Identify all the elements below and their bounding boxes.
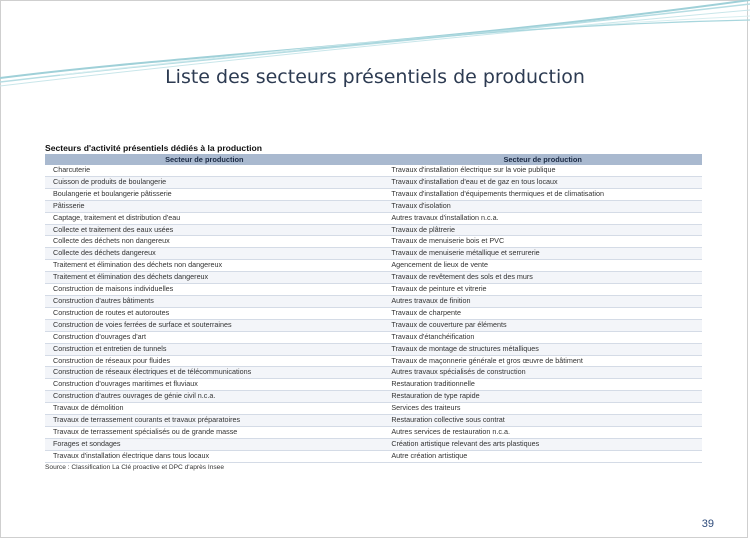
table-row [45,450,702,462]
table-cell-left: Construction et entretien de tunnels [45,343,364,355]
table-cell-right: Travaux de couverture par éléments [383,319,702,331]
table-cell-left: Construction de voies ferrées de surface et souterraines [45,319,364,331]
table-cell-gap [364,426,384,438]
column-gap [364,154,384,165]
table-cell-left: Travaux d'installation électrique dans tous locaux [45,450,364,462]
table-row [45,355,702,367]
table-row [45,415,702,427]
table-cell-left: Traitement et élimination des déchets non dangereux [45,260,364,272]
table-row [45,319,702,331]
table-cell-right: Travaux d'isolation [383,200,702,212]
table-cell-left: Traitement et élimination des déchets dangereux [45,272,364,284]
table-cell-gap [364,343,384,355]
table-cell-right: Restauration traditionnelle [383,379,702,391]
table-cell-gap [364,319,384,331]
table-cell-right: Travaux de peinture et vitrerie [383,284,702,296]
table-cell-right: Travaux d'installation d'équipements thermiques et de climatisation [383,188,702,200]
table-cell-gap [364,391,384,403]
table-cell-gap [364,307,384,319]
table-cell-right: Travaux d'étanchéification [383,331,702,343]
table-cell-gap [364,415,384,427]
table-cell-gap [364,236,384,248]
table-cell-left: Construction de réseaux pour fluides [45,355,364,367]
table-cell-left: Pâtisserie [45,200,364,212]
table-cell-left: Travaux de terrassement courants et travaux préparatoires [45,415,364,427]
table-cell-right: Autre création artistique [383,450,702,462]
table-cell-right: Travaux de plâtrerie [383,224,702,236]
table-cell-left: Construction de routes et autoroutes [45,307,364,319]
table-cell-left: Charcuterie [45,165,364,176]
table-heading: Secteurs d'activité présentiels dédiés à la production [45,143,262,153]
table-cell-gap [364,165,384,176]
sector-table-container [45,143,702,473]
table-cell-right: Agencement de lieux de vente [383,260,702,272]
column-header-right: Secteur de production [383,154,702,165]
table-cell-right: Autres travaux spécialisés de construction [383,367,702,379]
table-header-row [45,154,702,165]
table-cell-left: Collecte des déchets dangereux [45,248,364,260]
page-number: 39 [701,518,714,530]
table-body [45,165,702,462]
table-cell-left: Cuisson de produits de boulangerie [45,176,364,188]
table-cell-left: Forages et sondages [45,438,364,450]
table-row [45,248,702,260]
table-cell-gap [364,403,384,415]
table-row [45,224,702,236]
table-cell-gap [364,200,384,212]
table-cell-right: Travaux de maçonnerie générale et gros œuvre de bâtiment [383,355,702,367]
table-cell-left: Travaux de démolition [45,403,364,415]
page-title: Liste des secteurs présentiels de production [165,66,585,88]
table-source-note: Source : Classification La Clé proactive et DPC d'après Insee [45,463,225,471]
table-cell-left: Construction de maisons individuelles [45,284,364,296]
table-cell-right: Restauration collective sous contrat [383,415,702,427]
table-cell-right: Services des traiteurs [383,403,702,415]
table-cell-right: Autres services de restauration n.c.a. [383,426,702,438]
table-cell-gap [364,355,384,367]
table-cell-left: Collecte et traitement des eaux usées [45,224,364,236]
table-cell-gap [364,295,384,307]
table-cell-right: Autres travaux d'installation n.c.a. [383,212,702,224]
table-row [45,426,702,438]
table-cell-left: Construction d'ouvrages maritimes et fluviaux [45,379,364,391]
table-cell-right: Restauration de type rapide [383,391,702,403]
table-row [45,236,702,248]
table-cell-right: Travaux de menuiserie bois et PVC [383,236,702,248]
table-cell-left: Construction de réseaux électriques et de télécommunications [45,367,364,379]
table-row [45,212,702,224]
table-row [45,200,702,212]
table-row [45,165,702,176]
table-cell-left: Construction d'ouvrages d'art [45,331,364,343]
table-cell-left: Captage, traitement et distribution d'eau [45,212,364,224]
table-row [45,307,702,319]
table-cell-right: Travaux de montage de structures métalliques [383,343,702,355]
table-row [45,343,702,355]
table-cell-gap [364,176,384,188]
table-cell-gap [364,284,384,296]
table-cell-gap [364,331,384,343]
table-row [45,295,702,307]
table-cell-gap [364,450,384,462]
table-cell-gap [364,438,384,450]
column-header-left: Secteur de production [45,154,364,165]
table-cell-gap [364,224,384,236]
sector-table [45,154,702,463]
table-row [45,284,702,296]
table-cell-left: Boulangerie et boulangerie pâtisserie [45,188,364,200]
table-cell-right: Travaux d'installation d'eau et de gaz en tous locaux [383,176,702,188]
table-cell-left: Travaux de terrassement spécialisés ou de grande masse [45,426,364,438]
table-cell-gap [364,212,384,224]
table-row [45,367,702,379]
table-row [45,272,702,284]
table-cell-right: Travaux de revêtement des sols et des murs [383,272,702,284]
table-cell-left: Construction d'autres ouvrages de génie civil n.c.a. [45,391,364,403]
table-cell-gap [364,248,384,260]
table-cell-left: Collecte des déchets non dangereux [45,236,364,248]
table-row [45,391,702,403]
table-cell-right: Travaux de menuiserie métallique et serrurerie [383,248,702,260]
table-cell-gap [364,260,384,272]
table-cell-right: Création artistique relevant des arts plastiques [383,438,702,450]
table-row [45,379,702,391]
table-cell-gap [364,367,384,379]
table-row [45,403,702,415]
table-cell-gap [364,379,384,391]
table-cell-gap [364,188,384,200]
table-cell-gap [364,272,384,284]
table-row [45,176,702,188]
table-row [45,438,702,450]
table-cell-right: Travaux de charpente [383,307,702,319]
table-row [45,260,702,272]
table-cell-right: Travaux d'installation électrique sur la voie publique [383,165,702,176]
table-row [45,188,702,200]
table-cell-right: Autres travaux de finition [383,295,702,307]
table-cell-left: Construction d'autres bâtiments [45,295,364,307]
table-row [45,331,702,343]
